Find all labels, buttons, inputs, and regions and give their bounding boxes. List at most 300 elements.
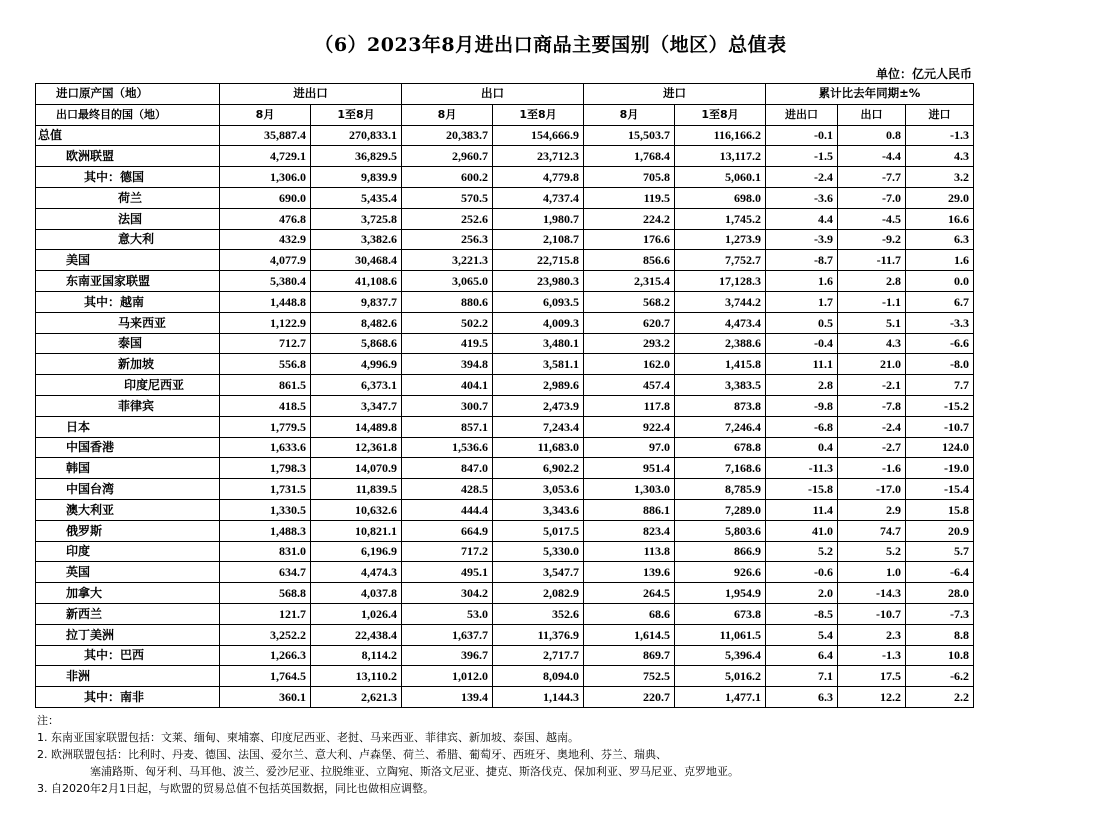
table-cell: 4,037.8 [311,583,402,604]
table-cell: 21.0 [838,354,906,375]
table-row [36,208,974,229]
table-cell: 568.2 [584,291,675,312]
table-cell: -3.9 [766,229,838,250]
table-cell: 10,632.6 [311,499,402,520]
row-label: 其中：德国 [36,167,220,188]
row-label: 新加坡 [36,354,220,375]
footnotes [37,712,739,797]
table-cell: 4,077.9 [220,250,311,271]
table-cell: 35,887.4 [220,125,311,146]
table-cell: 6,093.5 [493,291,584,312]
table-cell: 3,725.8 [311,208,402,229]
table-cell: 752.5 [584,666,675,687]
table-cell: 300.7 [402,395,493,416]
row-label: 法国 [36,208,220,229]
table-cell: 2.2 [906,687,974,708]
table-cell: 8,094.0 [493,666,584,687]
table-cell: 873.8 [675,395,766,416]
table-row [36,354,974,375]
table-cell: 951.4 [584,458,675,479]
table-row [36,395,974,416]
table-cell: -1.6 [838,458,906,479]
table-cell: 2,960.7 [402,146,493,167]
table-cell: 570.5 [402,187,493,208]
table-row [36,187,974,208]
table-cell: 11.1 [766,354,838,375]
table-cell: 1,144.3 [493,687,584,708]
row-label: 菲律宾 [36,395,220,416]
table-cell: 2,989.6 [493,375,584,396]
table-cell: -7.3 [906,603,974,624]
row-label: 非洲 [36,666,220,687]
table-cell: 6.3 [906,229,974,250]
table-cell: -0.4 [766,333,838,354]
table-row [36,499,974,520]
table-cell: 224.2 [584,208,675,229]
table-cell: 2,315.4 [584,271,675,292]
row-label: 美国 [36,250,220,271]
header-row-groups [36,84,974,105]
table-cell: 6.4 [766,645,838,666]
table-cell: 11.4 [766,499,838,520]
table-cell: 1.6 [906,250,974,271]
table-cell: 2.8 [766,375,838,396]
table-row [36,479,974,500]
table-cell: 97.0 [584,437,675,458]
table-cell: 9,837.7 [311,291,402,312]
table-row [36,167,974,188]
table-cell: 3,343.6 [493,499,584,520]
table-cell: 5,396.4 [675,645,766,666]
table-cell: 2,473.9 [493,395,584,416]
table-row [36,125,974,146]
table-cell: 13,117.2 [675,146,766,167]
table-cell: 6.7 [906,291,974,312]
table-cell: 5,380.4 [220,271,311,292]
table-cell: 1,306.0 [220,167,311,188]
table-cell: 41,108.6 [311,271,402,292]
table-cell: 1.0 [838,562,906,583]
table-cell: 1,980.7 [493,208,584,229]
table-cell: 293.2 [584,333,675,354]
table-cell: 1.6 [766,271,838,292]
table-cell: -6.6 [906,333,974,354]
table-cell: 4,737.4 [493,187,584,208]
table-cell: 124.0 [906,437,974,458]
row-label: 欧洲联盟 [36,146,220,167]
table-cell: 3,382.6 [311,229,402,250]
table-cell: 119.5 [584,187,675,208]
table-cell: 256.3 [402,229,493,250]
table-cell: 476.8 [220,208,311,229]
table-cell: 857.1 [402,416,493,437]
table-cell: -8.0 [906,354,974,375]
notes-heading: 注： [37,714,59,727]
table-cell: 4,009.3 [493,312,584,333]
table-row [36,146,974,167]
table-cell: 2,621.3 [311,687,402,708]
table-cell: 3,547.7 [493,562,584,583]
note-3: 3. 自2020年2月1日起，与欧盟的贸易总值不包括英国数据，同比也做相应调整。 [37,782,434,795]
group-header-yoy: 累计比去年同期±% [766,84,974,105]
table-row [36,624,974,645]
table-cell: -2.7 [838,437,906,458]
table-cell: 2,082.9 [493,583,584,604]
table-cell: 352.6 [493,603,584,624]
table-cell: -4.5 [838,208,906,229]
table-cell: 8.8 [906,624,974,645]
table-cell: 53.0 [402,603,493,624]
table-cell: -2.4 [766,167,838,188]
table-cell: -2.4 [838,416,906,437]
table-cell: -15.4 [906,479,974,500]
table-cell: 1,768.4 [584,146,675,167]
row-label: 荷兰 [36,187,220,208]
table-cell: 664.9 [402,520,493,541]
table-cell: 396.7 [402,645,493,666]
table-cell: 7.7 [906,375,974,396]
sub-header: 8月 [584,104,675,125]
table-cell: 20.9 [906,520,974,541]
table-cell: 220.7 [584,687,675,708]
table-cell: 556.8 [220,354,311,375]
table-cell: 29.0 [906,187,974,208]
table-cell: 5,017.5 [493,520,584,541]
table-cell: 717.2 [402,541,493,562]
table-cell: 121.7 [220,603,311,624]
table-cell: 419.5 [402,333,493,354]
table-cell: 866.9 [675,541,766,562]
table-cell: 5,016.2 [675,666,766,687]
table-row [36,541,974,562]
row-label: 韩国 [36,458,220,479]
table-row [36,291,974,312]
row-label: 新西兰 [36,603,220,624]
table-cell: 6,373.1 [311,375,402,396]
table-cell: -1.3 [906,125,974,146]
row-label: 其中：越南 [36,291,220,312]
table-cell: 428.5 [402,479,493,500]
table-cell: 22,715.8 [493,250,584,271]
table-cell: 673.8 [675,603,766,624]
table-cell: 5.2 [838,541,906,562]
table-cell: 886.1 [584,499,675,520]
table-cell: 502.2 [402,312,493,333]
table-cell: -1.1 [838,291,906,312]
table-cell: 1,415.8 [675,354,766,375]
table-cell: 1,798.3 [220,458,311,479]
table-cell: -15.8 [766,479,838,500]
table-cell: 9,839.9 [311,167,402,188]
table-cell: 3,744.2 [675,291,766,312]
table-cell: 5.2 [766,541,838,562]
table-cell: 8,785.9 [675,479,766,500]
table-cell: 1,779.5 [220,416,311,437]
table-cell: 4,996.9 [311,354,402,375]
table-cell: 1,745.2 [675,208,766,229]
table-cell: 28.0 [906,583,974,604]
table-cell: 7,243.4 [493,416,584,437]
table-cell: 41.0 [766,520,838,541]
table-cell: 17.5 [838,666,906,687]
table-cell: -3.6 [766,187,838,208]
table-cell: -10.7 [838,603,906,624]
table-cell: 139.4 [402,687,493,708]
table-cell: 3,581.1 [493,354,584,375]
table-cell: -7.7 [838,167,906,188]
table-cell: 2.0 [766,583,838,604]
table-cell: 1,488.3 [220,520,311,541]
table-row [36,687,974,708]
sub-header: 1至8月 [493,104,584,125]
table-cell: 1,633.6 [220,437,311,458]
table-cell: 2,388.6 [675,333,766,354]
table-cell: -9.8 [766,395,838,416]
table-row [36,312,974,333]
table-cell: 7,289.0 [675,499,766,520]
table-cell: 5,803.6 [675,520,766,541]
table-cell: 116,166.2 [675,125,766,146]
table-row [36,603,974,624]
table-cell: 418.5 [220,395,311,416]
note-2: 2. 欧洲联盟包括：比利时、丹麦、德国、法国、爱尔兰、意大利、卢森堡、荷兰、希腊、葡萄牙、西班牙、奥地利、芬兰、瑞典、 [37,748,667,761]
sub-header: 8月 [402,104,493,125]
table-row [36,437,974,458]
note-2-continued: 塞浦路斯、匈牙利、马耳他、波兰、爱沙尼亚、拉脱维亚、立陶宛、斯洛文尼亚、捷克、斯洛伐克、保加利亚、罗马尼亚、克罗地亚。 [90,765,739,778]
table-cell: 15,503.7 [584,125,675,146]
sub-header: 出口 [838,104,906,125]
table-cell: 6.3 [766,687,838,708]
table-cell: 3.2 [906,167,974,188]
table-cell: 4.4 [766,208,838,229]
table-cell: 634.7 [220,562,311,583]
row-label: 英国 [36,562,220,583]
row-label: 中国香港 [36,437,220,458]
table-cell: 11,061.5 [675,624,766,645]
table-cell: 3,252.2 [220,624,311,645]
table-cell: 712.7 [220,333,311,354]
row-label: 俄罗斯 [36,520,220,541]
table-row [36,333,974,354]
table-cell: 3,065.0 [402,271,493,292]
sub-header: 进口 [906,104,974,125]
table-cell: 15.8 [906,499,974,520]
table-cell: 139.6 [584,562,675,583]
table-cell: 74.7 [838,520,906,541]
table-cell: -17.0 [838,479,906,500]
table-cell: 847.0 [402,458,493,479]
table-cell: 17,128.3 [675,271,766,292]
table-cell: -6.4 [906,562,974,583]
table-cell: 4.3 [838,333,906,354]
table-cell: 1,764.5 [220,666,311,687]
table-cell: 926.6 [675,562,766,583]
table-cell: 5,868.6 [311,333,402,354]
table-cell: 2.3 [838,624,906,645]
table-cell: 1,122.9 [220,312,311,333]
table-cell: 154,666.9 [493,125,584,146]
table-row [36,520,974,541]
table-cell: 8,482.6 [311,312,402,333]
table-cell: 117.8 [584,395,675,416]
table-cell: 5,435.4 [311,187,402,208]
row-label: 日本 [36,416,220,437]
table-cell: 404.1 [402,375,493,396]
sub-header: 1至8月 [311,104,402,125]
header-row-sub [36,104,974,125]
row-label: 印度尼西亚 [36,375,220,396]
table-cell: 620.7 [584,312,675,333]
table-cell: 7,752.7 [675,250,766,271]
table-cell: 12.2 [838,687,906,708]
table-cell: 856.6 [584,250,675,271]
table-cell: 1,448.8 [220,291,311,312]
table-cell: 5.4 [766,624,838,645]
table-cell: 4.3 [906,146,974,167]
table-cell: -10.7 [906,416,974,437]
table-cell: -7.0 [838,187,906,208]
table-cell: -9.2 [838,229,906,250]
table-cell: 23,712.3 [493,146,584,167]
table-cell: 304.2 [402,583,493,604]
table-cell: 12,361.8 [311,437,402,458]
table-cell: 3,383.5 [675,375,766,396]
table-cell: -8.5 [766,603,838,624]
table-cell: 264.5 [584,583,675,604]
table-cell: 6,196.9 [311,541,402,562]
table-row [36,666,974,687]
table-cell: 1,477.1 [675,687,766,708]
table-cell: 68.6 [584,603,675,624]
table-cell: -0.1 [766,125,838,146]
row-label: 拉丁美洲 [36,624,220,645]
table-cell: 0.8 [838,125,906,146]
table-cell: -1.5 [766,146,838,167]
table-row [36,583,974,604]
table-cell: 4,779.8 [493,167,584,188]
table-cell: 10,821.1 [311,520,402,541]
row-label: 其中：南非 [36,687,220,708]
table-cell: 4,473.4 [675,312,766,333]
table-cell: 23,980.3 [493,271,584,292]
row-label: 中国台湾 [36,479,220,500]
table-cell: 4,729.1 [220,146,311,167]
table-cell: 705.8 [584,167,675,188]
table-cell: 30,468.4 [311,250,402,271]
group-header-total: 进出口 [220,84,402,105]
table-cell: 1,637.7 [402,624,493,645]
table-cell: -8.7 [766,250,838,271]
table-cell: 432.9 [220,229,311,250]
table-cell: 0.0 [906,271,974,292]
table-cell: -15.2 [906,395,974,416]
table-cell: 1,303.0 [584,479,675,500]
stub-header-line2: 出口最终目的国（地） [36,104,220,125]
row-label: 马来西亚 [36,312,220,333]
table-cell: -2.1 [838,375,906,396]
table-cell: -19.0 [906,458,974,479]
table-cell: 1,954.9 [675,583,766,604]
sub-header: 8月 [220,104,311,125]
table-cell: 113.8 [584,541,675,562]
table-cell: 22,438.4 [311,624,402,645]
table-row [36,562,974,583]
table-cell: 698.0 [675,187,766,208]
table-cell: 360.1 [220,687,311,708]
table-cell: 495.1 [402,562,493,583]
note-1: 1. 东南亚国家联盟包括：文莱、缅甸、柬埔寨、印度尼西亚、老挝、马来西亚、菲律宾、新加坡、泰国、越南。 [37,731,579,744]
table-cell: 36,829.5 [311,146,402,167]
row-label: 泰国 [36,333,220,354]
table-row [36,229,974,250]
table-cell: 1,012.0 [402,666,493,687]
table-cell: 11,683.0 [493,437,584,458]
table-cell: -0.6 [766,562,838,583]
table-cell: 394.8 [402,354,493,375]
table-cell: 1,330.5 [220,499,311,520]
table-cell: 4,474.3 [311,562,402,583]
table-cell: 5.1 [838,312,906,333]
row-label: 总值 [36,125,220,146]
table-cell: -11.7 [838,250,906,271]
table-cell: -6.2 [906,666,974,687]
table-cell: 861.5 [220,375,311,396]
table-cell: 16.6 [906,208,974,229]
table-cell: 8,114.2 [311,645,402,666]
unit-label: 单位：亿元人民币 [875,67,972,81]
table-cell: 869.7 [584,645,675,666]
table-cell: -14.3 [838,583,906,604]
table-row [36,250,974,271]
table-cell: -11.3 [766,458,838,479]
table-cell: 270,833.1 [311,125,402,146]
table-cell: 457.4 [584,375,675,396]
table-cell: 1,614.5 [584,624,675,645]
table-cell: 3,347.7 [311,395,402,416]
table-cell: 0.5 [766,312,838,333]
table-row [36,375,974,396]
table-cell: 5,060.1 [675,167,766,188]
table-cell: 1,731.5 [220,479,311,500]
table-cell: 444.4 [402,499,493,520]
table-cell: 7.1 [766,666,838,687]
trade-table [35,83,974,708]
table-cell: 20,383.7 [402,125,493,146]
table-cell: 1,536.6 [402,437,493,458]
table-cell: 14,070.9 [311,458,402,479]
table-title: （6）2023年8月进出口商品主要国别（地区）总值表 [314,34,787,56]
table-cell: -6.8 [766,416,838,437]
table-cell: -4.4 [838,146,906,167]
table-cell: 11,839.5 [311,479,402,500]
table-cell: 3,221.3 [402,250,493,271]
table-cell: 831.0 [220,541,311,562]
table-cell: 6,902.2 [493,458,584,479]
table-row [36,458,974,479]
table-cell: 2.8 [838,271,906,292]
table-cell: 13,110.2 [311,666,402,687]
table-cell: 176.6 [584,229,675,250]
table-cell: 7,168.6 [675,458,766,479]
table-cell: 5.7 [906,541,974,562]
table-cell: 3,053.6 [493,479,584,500]
table-cell: 3,480.1 [493,333,584,354]
table-cell: 7,246.4 [675,416,766,437]
table-cell: 600.2 [402,167,493,188]
group-header-import: 进口 [584,84,766,105]
table-cell: 823.4 [584,520,675,541]
sub-header: 进出口 [766,104,838,125]
